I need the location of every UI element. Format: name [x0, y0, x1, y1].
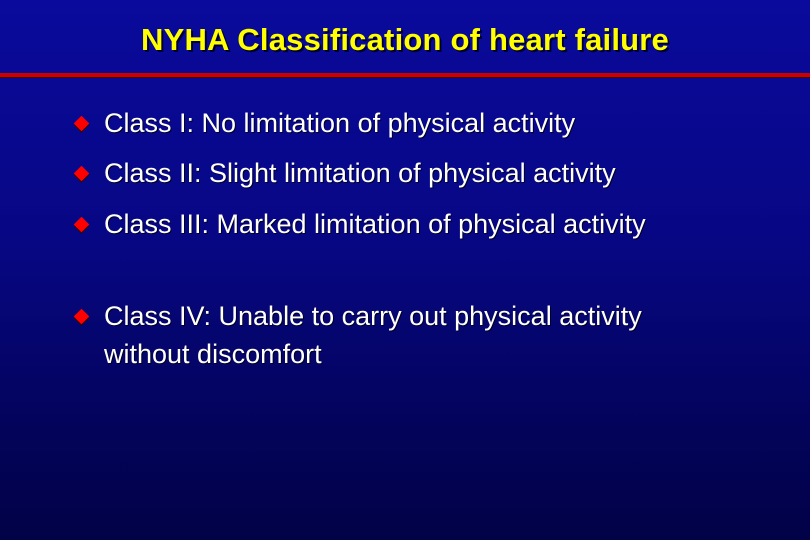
bullet-text-class-iv: Class IV: Unable to carry out physical activity without discomfort	[104, 301, 642, 369]
slide-title: NYHA Classification of heart failure	[141, 22, 669, 57]
diamond-bullet-icon	[74, 166, 90, 182]
bullet-text-class-iii: Class III: Marked limitation of physical activity	[104, 209, 646, 239]
diamond-bullet-icon	[74, 217, 90, 233]
bullet-text-class-ii: Class II: Slight limitation of physical activity	[104, 158, 616, 188]
diamond-bullet-icon	[74, 309, 90, 325]
diamond-bullet-icon	[74, 116, 90, 132]
bullet-text-class-i: Class I: No limitation of physical activity	[104, 108, 576, 138]
title-divider	[0, 73, 810, 77]
